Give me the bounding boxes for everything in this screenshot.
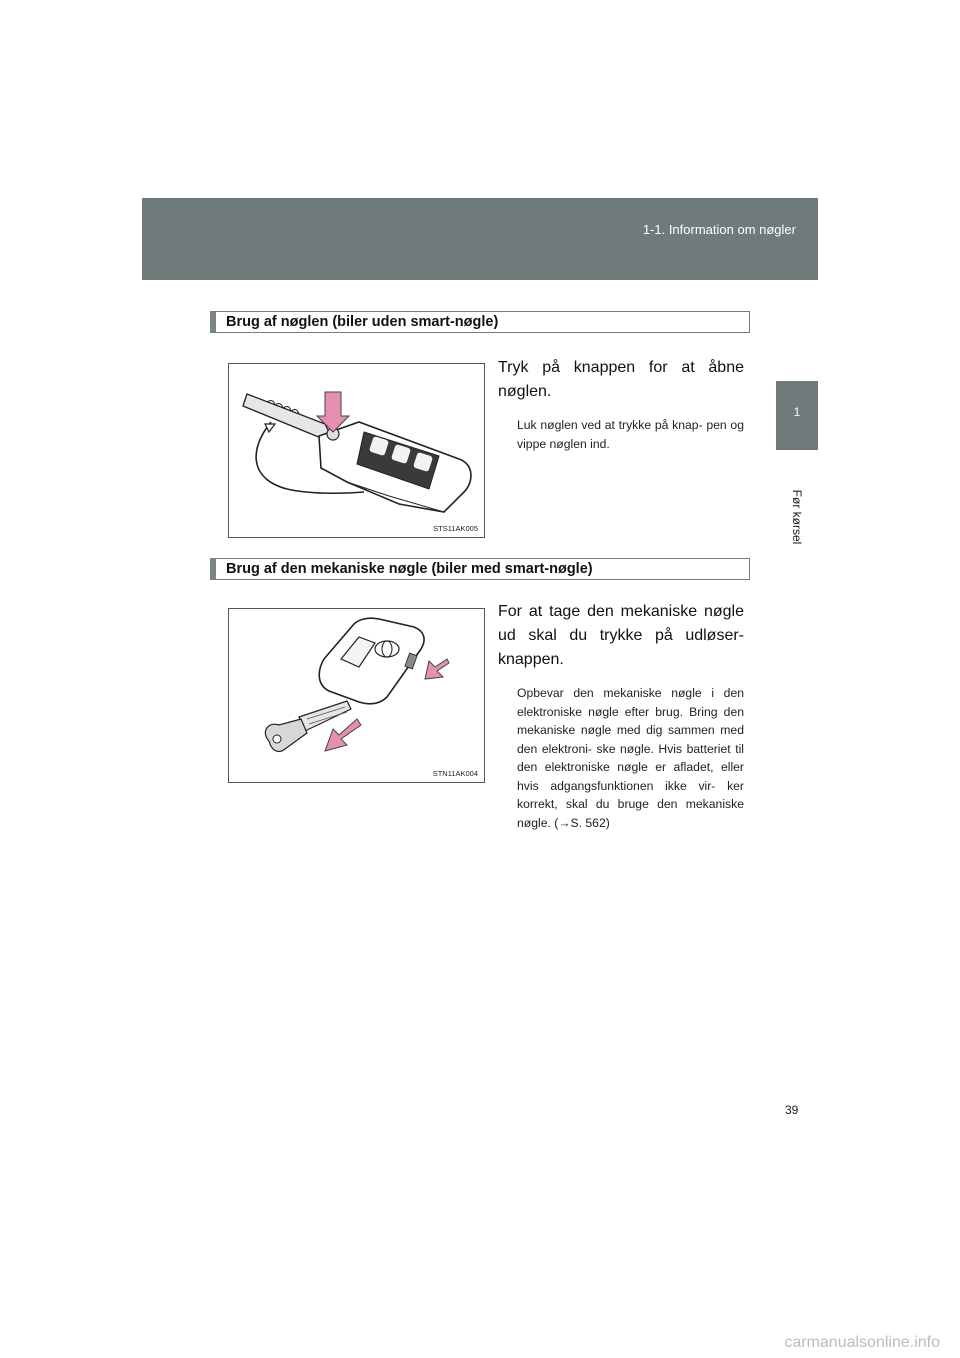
section-title: Brug af nøglen (biler uden smart-nøgle) [226,314,499,330]
chapter-number: 1 [793,405,801,419]
note-close-key: Luk nøglen ved at trykke på knap- pen og vippe nøglen ind. [517,418,744,451]
figure-code: STS11AK005 [433,524,478,533]
breadcrumb: 1-1. Information om nøgler [642,222,796,237]
chapter-label [782,482,812,552]
figure-flip-key [228,363,485,538]
watermark: carmanualsonline.info [784,1334,940,1351]
chapter-tab[interactable] [776,381,818,450]
figure-mechanical-key [228,608,485,783]
section-heading-mechanical-key [210,558,750,580]
flip-key-illustration [229,364,484,537]
instruction-remove-key: For at tage den mekaniske nøgle ud skal du trykke på udløser- knappen. [498,603,744,668]
figure-code: STN11AK004 [432,769,478,778]
smart-key-illustration [229,609,484,782]
chapter-label-text: Før kørsel [790,489,804,545]
instruction-open-key: Tryk på knappen for at åbne nøglen. [498,359,744,400]
header-band [142,198,818,280]
section-heading-key [210,311,750,333]
section-title: Brug af den mekaniske nøgle (biler med smart-nøgle) [226,561,593,577]
note-store-key: Opbevar den mekaniske nøgle i den elektroniske nøgle efter brug. Bring den mekaniske nøgle med dig sammen med den elektroni- ske nøgle. Hvis batteriet til den elektroniske nøgle er afladet, eller hvis adgangsfunktionen ikke vir- ker korrekt, skal du bruge den mekaniske nøgle. (→S. 562) [517,686,744,830]
page-number: 39 [785,1103,799,1117]
